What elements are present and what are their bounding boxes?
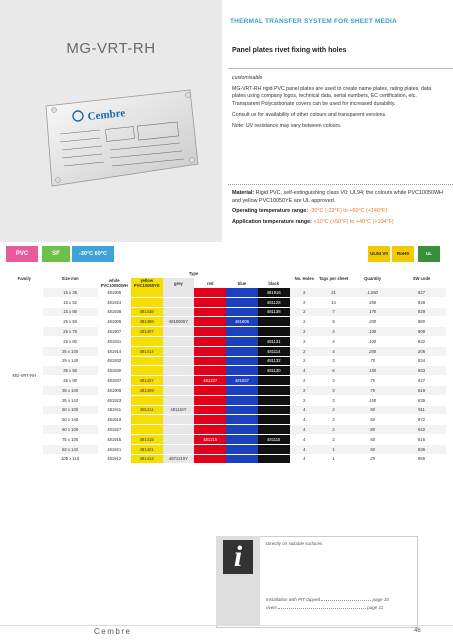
cell-qty: 75 <box>348 385 397 395</box>
cell-blue <box>226 425 258 435</box>
material-text: Rigid PVC, self-extinguishing class V0: UL94; the colours white PVC10050WH and yellow PVC10050YE are UL approved. <box>232 190 443 204</box>
cell-white: 481912 <box>98 454 131 464</box>
cell-white: 481907 <box>98 327 131 337</box>
cell-white: 481906 <box>98 317 131 327</box>
cell-tags: 1 <box>319 444 348 454</box>
cell-holes: 2 <box>290 385 319 395</box>
cell-size: 75 x 100 <box>43 434 98 444</box>
cell-size: 25 x 80 <box>43 336 98 346</box>
cell-holes: 2 <box>290 317 319 327</box>
cell-sw: 811 <box>397 405 446 415</box>
cell-red <box>194 317 226 327</box>
cell-tags: 7 <box>319 307 348 317</box>
cell-grey: 4810606Y <box>163 317 195 327</box>
material-line <box>232 190 444 205</box>
cell-yellow: 481409 <box>131 385 163 395</box>
rohs-badge-label: RoHS <box>396 251 410 256</box>
cell-grey: 481116Y <box>163 405 195 415</box>
table-row <box>6 317 446 327</box>
cell-blue <box>226 434 258 444</box>
cell-black <box>258 327 290 337</box>
cell-tags: 3 <box>319 385 348 395</box>
cell-holes: 4 <box>290 415 319 425</box>
cell-qty: 100 <box>348 327 397 337</box>
cell-holes: 2 <box>290 376 319 386</box>
cell-tags: 21 <box>319 288 348 297</box>
cell-white: 481911 <box>98 405 131 415</box>
cell-grey <box>163 415 195 425</box>
reference-1-page: page 10 <box>372 597 389 602</box>
product-table <box>6 268 446 464</box>
cell-yellow <box>131 336 163 346</box>
cell-blue <box>226 415 258 425</box>
cell-grey <box>163 376 195 386</box>
cell-tags: 3 <box>319 395 348 405</box>
cell-yellow: 481437 <box>131 376 163 386</box>
cell-grey <box>163 395 195 405</box>
plate-photo <box>40 88 200 188</box>
cell-red <box>194 444 226 454</box>
cell-tags: 2 <box>319 434 348 444</box>
cell-sw: 809 <box>397 327 446 337</box>
cell-blue <box>226 356 258 366</box>
table-row <box>6 444 446 454</box>
cell-sw: 206 <box>397 346 446 356</box>
cell-yellow: 481412 <box>131 454 163 464</box>
cell-yellow: 481421 <box>131 444 163 454</box>
cell-black: 481128 <box>258 297 290 307</box>
cell-grey <box>163 366 195 376</box>
cell-blue <box>226 385 258 395</box>
cell-grey <box>163 346 195 356</box>
cell-sw: 835 <box>397 395 446 405</box>
cell-size: 82 x 142 <box>43 444 98 454</box>
cell-qty: 80 <box>348 425 397 435</box>
cell-holes: 4 <box>290 444 319 454</box>
cell-red <box>194 356 226 366</box>
cell-blue <box>226 444 258 454</box>
cell-qty: 75 <box>348 376 397 386</box>
cell-yellow <box>131 297 163 307</box>
footer-divider <box>0 625 453 626</box>
cell-white: 481914 <box>98 346 131 356</box>
cell-sw: 833 <box>397 366 446 376</box>
header-sw-code: SW code <box>412 275 431 281</box>
family-cell: MG-VRT-RH <box>6 288 43 464</box>
cell-holes: 2 <box>290 346 319 356</box>
cell-size: 25 x 50 <box>43 317 98 327</box>
cell-size: 50 x 100 <box>43 405 98 415</box>
cell-holes: 4 <box>290 434 319 444</box>
cell-size: 35 x 80 <box>43 376 98 386</box>
cell-red <box>194 385 226 395</box>
sf-badge-label: SF <box>52 251 60 257</box>
cell-yellow: 481414 <box>131 346 163 356</box>
table-row <box>6 385 446 395</box>
description-paragraph-3: Note: UV resistance may vary between colours. <box>232 123 342 130</box>
cell-white: 481906 <box>98 288 131 297</box>
table-row <box>6 395 446 405</box>
cell-red <box>194 288 226 297</box>
header-holes: No. Holes <box>294 275 314 281</box>
cell-qty: 200 <box>348 346 397 356</box>
cell-red <box>194 307 226 317</box>
cell-qty: 50 <box>348 415 397 425</box>
cell-grey <box>163 356 195 366</box>
header-family: Family <box>17 275 31 281</box>
cell-black: 481132 <box>258 356 290 366</box>
cell-sw: 818 <box>397 385 446 395</box>
operating-temp-line <box>232 208 444 216</box>
cell-grey <box>163 444 195 454</box>
cell-holes: 4 <box>290 366 319 376</box>
cell-red <box>194 297 226 307</box>
cell-blue <box>226 405 258 415</box>
cell-qty: 150 <box>348 366 397 376</box>
cell-red <box>194 346 226 356</box>
customisable-note: customisable <box>232 75 263 81</box>
cell-holes: 4 <box>290 454 319 464</box>
cell-sw: 827 <box>397 288 446 297</box>
cell-white: 481915 <box>98 434 131 444</box>
cell-blue <box>226 454 258 464</box>
table-row <box>6 415 446 425</box>
cell-tags: 4 <box>319 346 348 356</box>
cell-grey <box>163 297 195 307</box>
cell-white: 481924 <box>98 297 131 307</box>
cell-black <box>258 454 290 464</box>
cell-size: 60 x 100 <box>43 425 98 435</box>
cell-yellow <box>131 366 163 376</box>
header-white: white PVC10050WH <box>98 278 131 288</box>
cell-yellow: 481438 <box>131 307 163 317</box>
cell-qty: 150 <box>348 395 397 405</box>
cell-blue <box>226 288 258 297</box>
cell-blue: 481606 <box>226 317 258 327</box>
cell-black <box>258 376 290 386</box>
cell-black <box>258 385 290 395</box>
pvc-badge <box>6 246 38 262</box>
application-temp-label: Application temperature range: <box>232 218 312 225</box>
cell-qty: 175 <box>348 307 397 317</box>
cell-red: 481237 <box>194 376 226 386</box>
cell-holes: 2 <box>290 327 319 337</box>
cell-qty: 350 <box>348 297 397 307</box>
cell-yellow <box>131 356 163 366</box>
cell-grey <box>163 327 195 337</box>
cell-qty: 75 <box>348 356 397 366</box>
cell-holes: 2 <box>290 288 319 297</box>
table-row <box>6 307 446 317</box>
cell-red <box>194 395 226 405</box>
cell-white: 481927 <box>98 425 131 435</box>
table-row <box>6 434 446 444</box>
cell-white: 481923 <box>98 395 131 405</box>
cell-sw: 872 <box>397 415 446 425</box>
cell-sw: 827 <box>397 376 446 386</box>
ul94-badge <box>368 246 390 262</box>
header-black: black <box>268 280 280 286</box>
cell-yellow: 481407 <box>131 327 163 337</box>
cell-black <box>258 425 290 435</box>
table-row <box>6 346 446 356</box>
table-row <box>6 425 446 435</box>
cell-black: 481131 <box>258 336 290 346</box>
cell-blue <box>226 307 258 317</box>
cell-holes: 2 <box>290 395 319 405</box>
material-label: Material: <box>232 190 255 196</box>
table-row <box>6 327 446 337</box>
table-row <box>6 336 446 346</box>
cell-size: 29 x 140 <box>43 356 98 366</box>
cell-qty: 100 <box>348 336 397 346</box>
header-yellow: yellow PVC10050YE <box>131 278 163 288</box>
ul-listed-badge-label: UL <box>426 251 432 256</box>
cell-blue <box>226 297 258 307</box>
cell-sw: 829 <box>397 307 446 317</box>
cell-size: 50 x 140 <box>43 415 98 425</box>
product-code: MG-VRT-RH <box>66 40 156 57</box>
operating-temp-label: Operating temperature range: <box>232 208 309 215</box>
header-size: Size mm <box>61 275 79 281</box>
cell-grey <box>163 434 195 444</box>
cell-red <box>194 415 226 425</box>
cell-grey <box>163 288 195 297</box>
cell-white: 481932 <box>98 356 131 366</box>
cell-holes: 4 <box>290 425 319 435</box>
cell-blue <box>226 346 258 356</box>
plate-brand: Cembre <box>87 107 126 123</box>
header-quantity: Quantity <box>364 275 382 281</box>
header-grey: grey <box>163 278 195 288</box>
cell-grey <box>163 385 195 395</box>
cell-red <box>194 336 226 346</box>
cell-holes: 2 <box>290 356 319 366</box>
cell-grey <box>163 336 195 346</box>
application-temp-range: +10°C (+50°F) to +40°C (+104°F) <box>313 218 394 225</box>
header-type: Type <box>188 270 199 276</box>
cell-qty: 50 <box>348 444 397 454</box>
cell-tags: 2 <box>319 415 348 425</box>
cell-yellow <box>131 415 163 425</box>
table-row <box>6 454 446 464</box>
cell-sw: 832 <box>397 336 446 346</box>
cell-tags: 3 <box>319 356 348 366</box>
reference-line-2 <box>266 605 383 610</box>
footer-logo: Cembre <box>94 627 132 636</box>
header-red: red <box>206 280 214 286</box>
ul-listed-badge <box>418 246 440 262</box>
cell-size: 105 x 110 <box>43 454 98 464</box>
cell-tags: 2 <box>319 405 348 415</box>
table-row <box>6 288 446 297</box>
cell-size: 15 x 35 <box>43 288 98 297</box>
table-row <box>6 405 446 415</box>
cell-size: 35 x 142 <box>43 395 98 405</box>
table-row <box>6 356 446 366</box>
cell-black <box>258 415 290 425</box>
description-paragraph-1: MG-VRT-RH rigid PVC panel plates are used to create name plates, rating plates, data plates using company logos, technical data, serial numbers, EC certification, etc. Transparent Polycarbonate covers can be used for increased durability. <box>232 86 432 107</box>
cell-yellow: 481406 <box>131 317 163 327</box>
cell-red <box>194 366 226 376</box>
cell-white: 481919 <box>98 415 131 425</box>
cell-qty: 200 <box>348 317 397 327</box>
cell-size: 15 x 52 <box>43 297 98 307</box>
cell-black <box>258 405 290 415</box>
cell-grey: 4871210Y <box>163 454 195 464</box>
cell-size: 35 x 100 <box>43 385 98 395</box>
ul94-badge-label: UL94 V0 <box>370 251 388 256</box>
rohs-badge <box>392 246 414 262</box>
cell-yellow: 481415 <box>131 434 163 444</box>
cell-qty: 25 <box>348 454 397 464</box>
cell-qty: 1,050 <box>348 288 397 297</box>
reference-2-page: page 11 <box>367 605 384 610</box>
cell-white: 481931 <box>98 336 131 346</box>
cell-black: 481138 <box>258 307 290 317</box>
section-title: THERMAL TRANSFER SYSTEM FOR SHEET MEDIA <box>230 18 397 25</box>
cell-size: 15 x 80 <box>43 307 98 317</box>
product-header-bar <box>228 40 453 69</box>
cell-black <box>258 317 290 327</box>
cell-black: 481114 <box>258 346 290 356</box>
cell-blue <box>226 327 258 337</box>
pvc-badge-label: PVC <box>15 251 29 257</box>
cell-sw: 860 <box>397 317 446 327</box>
dotted-divider <box>228 184 453 185</box>
cell-tags: 4 <box>319 327 348 337</box>
table-row <box>6 376 446 386</box>
cell-red: 481215 <box>194 434 226 444</box>
cell-blue <box>226 366 258 376</box>
temperature-badge-label: -30°C 60°C <box>79 251 107 257</box>
cell-sw: 816 <box>397 434 446 444</box>
cell-tags: 8 <box>319 317 348 327</box>
cell-tags: 6 <box>319 366 348 376</box>
temperature-badge <box>72 246 114 262</box>
cell-tags: 4 <box>319 336 348 346</box>
cell-black <box>258 444 290 454</box>
cell-white: 481937 <box>98 376 131 386</box>
cell-tags: 14 <box>319 297 348 307</box>
cell-size: 25 x 100 <box>43 346 98 356</box>
info-icon: i <box>223 540 253 574</box>
table-row <box>6 366 446 376</box>
info-text: Directly on suitable surfaces. <box>266 541 324 546</box>
cell-red <box>194 327 226 337</box>
cell-yellow: 481411 <box>131 405 163 415</box>
cell-red <box>194 425 226 435</box>
cell-grey <box>163 425 195 435</box>
cell-holes: 4 <box>290 405 319 415</box>
cell-black: 481115 <box>258 434 290 444</box>
cell-yellow <box>131 288 163 297</box>
cell-sw: 842 <box>397 425 446 435</box>
cell-white: 481938 <box>98 307 131 317</box>
cell-sw: 828 <box>397 297 446 307</box>
cell-black: 481916 <box>258 288 290 297</box>
material-block <box>232 190 444 229</box>
cell-qty: 50 <box>348 405 397 415</box>
cell-qty: 50 <box>348 434 397 444</box>
cell-white: 481909 <box>98 385 131 395</box>
cell-size: 35 x 50 <box>43 366 98 376</box>
header-blue: blue <box>237 280 247 286</box>
description-block <box>232 75 442 134</box>
cell-white: 481930 <box>98 366 131 376</box>
cell-yellow <box>131 395 163 405</box>
description-paragraph-2: Consult us for availability of other colours and transparent versions. <box>232 111 387 118</box>
operating-temp-range: -30°C (-22°F) to +60°C (+140°F) <box>309 208 388 215</box>
cell-black <box>258 395 290 405</box>
reference-2-text: rivets <box>266 605 277 610</box>
application-temp-line <box>232 219 444 227</box>
cell-tags: 1 <box>319 454 348 464</box>
cell-red <box>194 405 226 415</box>
cell-blue <box>226 336 258 346</box>
header-tags: Tags per sheet <box>318 275 349 281</box>
cell-yellow <box>131 425 163 435</box>
cell-size: 25 x 75 <box>43 327 98 337</box>
cell-sw: 834 <box>397 356 446 366</box>
table-row <box>6 297 446 307</box>
cell-grey <box>163 307 195 317</box>
cell-blue: 481637 <box>226 376 258 386</box>
cell-tags: 3 <box>319 376 348 386</box>
reference-1-text: Installation with PIT tapped <box>266 597 321 602</box>
cell-white: 481921 <box>98 444 131 454</box>
reference-line-1 <box>266 597 389 602</box>
cell-holes: 2 <box>290 297 319 307</box>
cell-blue <box>226 395 258 405</box>
cell-holes: 2 <box>290 307 319 317</box>
cell-holes: 2 <box>290 336 319 346</box>
cell-sw: 836 <box>397 444 446 454</box>
cell-black: 481130 <box>258 366 290 376</box>
sf-badge <box>42 246 70 262</box>
cell-sw: 859 <box>397 454 446 464</box>
page-number: 46 <box>414 628 421 634</box>
cell-tags: 2 <box>319 425 348 435</box>
product-name: Panel plates rivet fixing with holes <box>232 47 347 54</box>
cell-red <box>194 454 226 464</box>
